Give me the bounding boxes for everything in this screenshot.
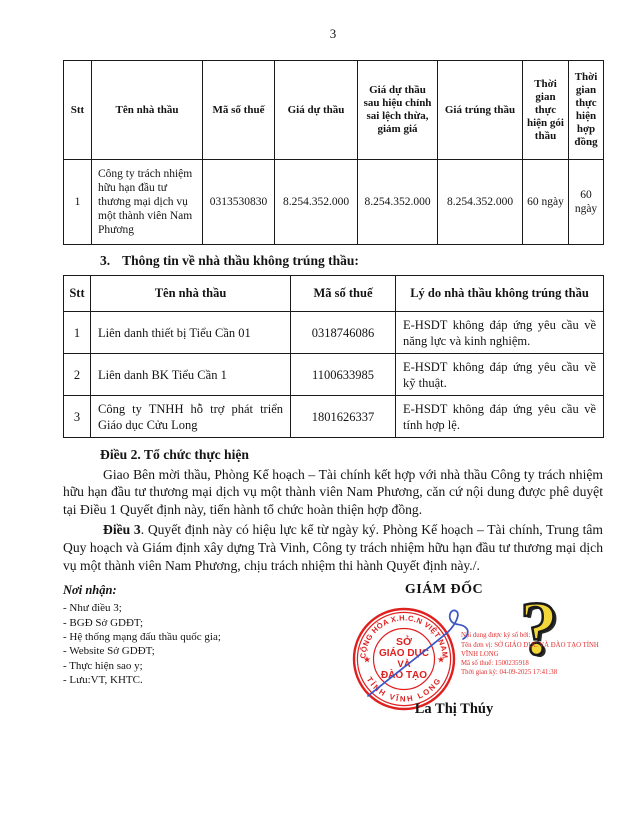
header-cell: Thời gian thực hiện gói thầu [523,61,569,160]
cell-package-duration: 60 ngày [523,160,569,245]
stamp-bottom-arc-text: TỈNH VĨNH LONG [364,675,444,704]
cell-rejection-reason: E-HSDT không đáp ứng yêu cầu về kỹ thuật. [396,354,604,396]
header-cell: Stt [64,61,92,160]
table-row [64,312,604,354]
stamp-star-left: ★ [363,655,371,665]
cell-bid-price: 8.254.352.000 [275,160,358,245]
article-3-body: . Quyết định này có hiệu lực kể từ ngày ký. Phòng Kế hoạch – Tài chính, Trung tâm Quy hoạch và Giám định xây dựng Trà Vinh, Công ty trách nhiệm hữu hạn đầu tư thương mại dịch vụ một thành viên Nam Phương, chịu trách nhiệm thi hành Quyết định này./. [63,521,603,573]
article-3-heading: Điều 3 [103,521,141,537]
cell-stt: 3 [64,396,91,438]
article-2-body: Giao Bên mời thầu, Phòng Kế hoạch – Tài chính kết hợp với nhà thầu Công ty trách nhiệm hữu hạn đầu tư thương mại dịch vụ một thành viên Nam Phương, căn cứ nội dung được phê duyệt tại Điều 1 Quyết định này, tiến hành tổ chức hoàn thiện hợp đồng. [63,466,603,518]
digital-signature-line: Mã số thuế: 1500235918 [461,659,529,667]
recipient-item: - Thực hiện sao y; [63,659,143,672]
cell-rejection-reason: E-HSDT không đáp ứng yêu cầu về năng lực và kinh nghiệm. [396,312,604,354]
cell-rejection-reason: E-HSDT không đáp ứng yêu cầu về tính hợp lệ. [396,396,604,438]
recipient-item: - Lưu:VT, KHTC. [63,673,143,686]
cell-contractor-name: Công ty trách nhiệm hữu hạn đầu tư thương mại dịch vụ một thành viên Nam Phương [92,160,203,245]
digital-signature-info [461,631,613,677]
section-number: 3. [100,253,111,268]
cell-contractor-name: Liên danh BK Tiểu Cần 1 [91,354,291,396]
table-header-row [64,61,604,160]
header-cell: Tên nhà thầu [92,61,203,160]
table-header-row [64,276,604,312]
table-row [64,396,604,438]
table-row [64,354,604,396]
section-title: Thông tin về nhà thầu không trúng thầu: [122,253,359,268]
header-cell: Mã số thuế [291,276,396,312]
table-row [64,160,604,245]
stamp-seal-icon [351,606,457,712]
recipient-item: - Website Sở GDĐT; [63,645,155,658]
recipient-item: - Hệ thống mạng đấu thầu quốc gia; [63,630,221,643]
digital-signature-line: Tên đơn vị: SỞ GIÁO DỤC VÀ ĐÀO TẠO TỈNH VĨNH LONG [461,641,599,658]
header-cell: Lý do nhà thầu không trúng thầu [396,276,604,312]
recipients-list [63,601,221,687]
cell-tax-code: 1100633985 [291,354,396,396]
cell-tax-code: 0313530830 [203,160,275,245]
cell-winning-price: 8.254.352.000 [438,160,523,245]
header-cell: Giá dự thầu sau hiệu chỉnh sai lệch thừa, giảm giá [358,61,438,160]
header-cell: Stt [64,276,91,312]
question-mark-icon: ? [520,587,558,672]
official-stamp [351,606,457,712]
cell-contract-duration: 60 ngày [569,160,604,245]
recipient-item: - BGĐ Sở GDĐT; [63,616,144,629]
recipients-label: Nơi nhận: [63,583,117,598]
bid-results-table [63,60,604,245]
stamp-center-line: VÀ [397,659,411,671]
stamp-center-line: GIÁO DỤC [379,648,429,660]
stamp-center-line: SỞ [396,636,412,649]
page-content [63,0,603,801]
digital-signature-line: Nội dung được ký số bởi: [461,632,531,640]
signer-title: GIÁM ĐỐC [404,582,484,598]
stamp-center-line: ĐÀO TẠO [380,670,428,682]
article-2-heading: Điều 2. Tổ chức thực hiện [100,447,249,462]
article-3-paragraph [63,521,603,574]
page-number: 3 [329,26,337,41]
cell-tax-code: 0318746086 [291,312,396,354]
cell-tax-code: 1801626337 [291,396,396,438]
header-cell: Tên nhà thầu [91,276,291,312]
header-cell: Mã số thuế [203,61,275,160]
cell-stt: 2 [64,354,91,396]
cell-contractor-name: Công ty TNHH hỗ trợ phát triển Giáo dục Cửu Long [91,396,291,438]
recipient-item: - Như điều 3; [63,602,122,615]
closing-block [63,579,603,801]
header-cell: Giá dự thầu [275,61,358,160]
cell-adjusted-price: 8.254.352.000 [358,160,438,245]
digital-signature-line: Thời gian ký: 04-09-2025 17:41:38 [461,669,558,677]
cell-contractor-name: Liên danh thiết bị Tiểu Cần 01 [91,312,291,354]
section-3-heading [100,253,603,269]
stamp-top-arc-text: CỘNG HÒA X.H.C.N VIỆT NAM [358,613,450,660]
signer-name: La Thị Thúy [414,701,494,718]
unsuccessful-bidders-table [63,275,604,438]
stamp-star-right: ★ [437,655,445,665]
header-cell: Giá trúng thầu [438,61,523,160]
header-cell: Thời gian thực hiện hợp đồng [569,61,604,160]
cell-stt: 1 [64,312,91,354]
cell-stt: 1 [64,160,92,245]
